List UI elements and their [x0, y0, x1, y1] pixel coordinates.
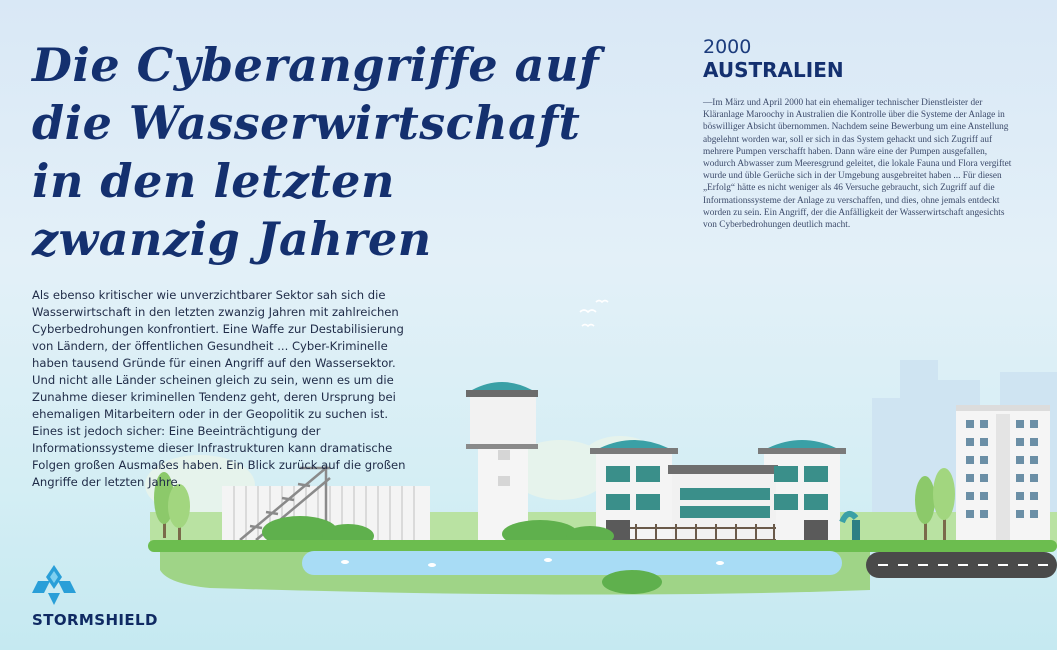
title-line-2: die Wasserwirtschaft	[32, 96, 581, 150]
apartment-tower	[956, 405, 1050, 542]
page-title	[32, 36, 672, 268]
ground-edge	[148, 540, 1057, 552]
event-year: 2000	[703, 36, 752, 58]
stormshield-logo-icon	[32, 563, 76, 607]
birds	[580, 301, 608, 327]
road	[866, 552, 1057, 578]
bottom-bush	[602, 570, 662, 594]
intro-paragraph: Als ebenso kritischer wie unverzichtbarer Sektor sah sich die Wasserwirtschaft in den letzten zwanzig Jahren mit zahlreichen Cyberbedrohungen konfrontiert. Eine Waffe zur Destabilisierung von Ländern, der öffentlichen Gesundheit ... Cyber-Kriminelle haben tausend Gründe für einen Angriff auf den Wassersektor. Und nicht alle Länder scheinen gleich zu sein, wenn es um die Zunahme dieser kriminellen Tendenz geht, deren Ursprung bei ehemaligen Mitarbeitern oder in der Geopolitik zu suchen ist. Eines ist jedoch sicher: Eine Beeinträchtigung der Informationssysteme dieser Infrastrukturen kann dramatische Folgen großen Ausmaßes haben. Ein Blick zurück auf die großen Angriffe der letzten Jahre.	[32, 288, 406, 489]
brand-name: STORMSHIELD	[32, 611, 158, 629]
pond	[302, 551, 842, 575]
title-line-3: in den letzten	[32, 154, 395, 208]
title-line-4: zwanzig Jahren	[32, 212, 432, 266]
event-country: AUSTRALIEN	[703, 58, 844, 82]
title-line-1: Die Cyberangriffe auf	[32, 38, 600, 92]
event-description: —Im März und April 2000 hat ein ehemaliger technischer Dienstleister der Kläranlage Maroochy in Australien die Kontrolle über die Systeme der Anlage in böswilliger Absicht übernommen. Nachdem seine Bewerbung um eine Anstellung abgelehnt worden war, soll er sich in das System gehackt und sich Zugriff auf mehrere Pumpen verschafft haben. Dann wäre eine der Pumpen ausgefallen, wodurch Abwasser zum Meeresgrund geleitet, die lokale Fauna und Flora vergiftet wurde und üble Gerüche sich in der Umgebung ausgebreitet haben ... Für diesen „Erfolg“ hätte es nicht weniger als 46 Versuche gebraucht, sich Zugriff auf die Informationssysteme der Anlage zu verschaffen, und dies, ohne jemals entdeckt worden zu sein. Ein Angriff, der die Anfälligkeit der Wasserwirtschaft angesichts von Cyberbedrohungen deutlich macht.	[703, 98, 1012, 231]
treatment-plant	[590, 440, 846, 542]
